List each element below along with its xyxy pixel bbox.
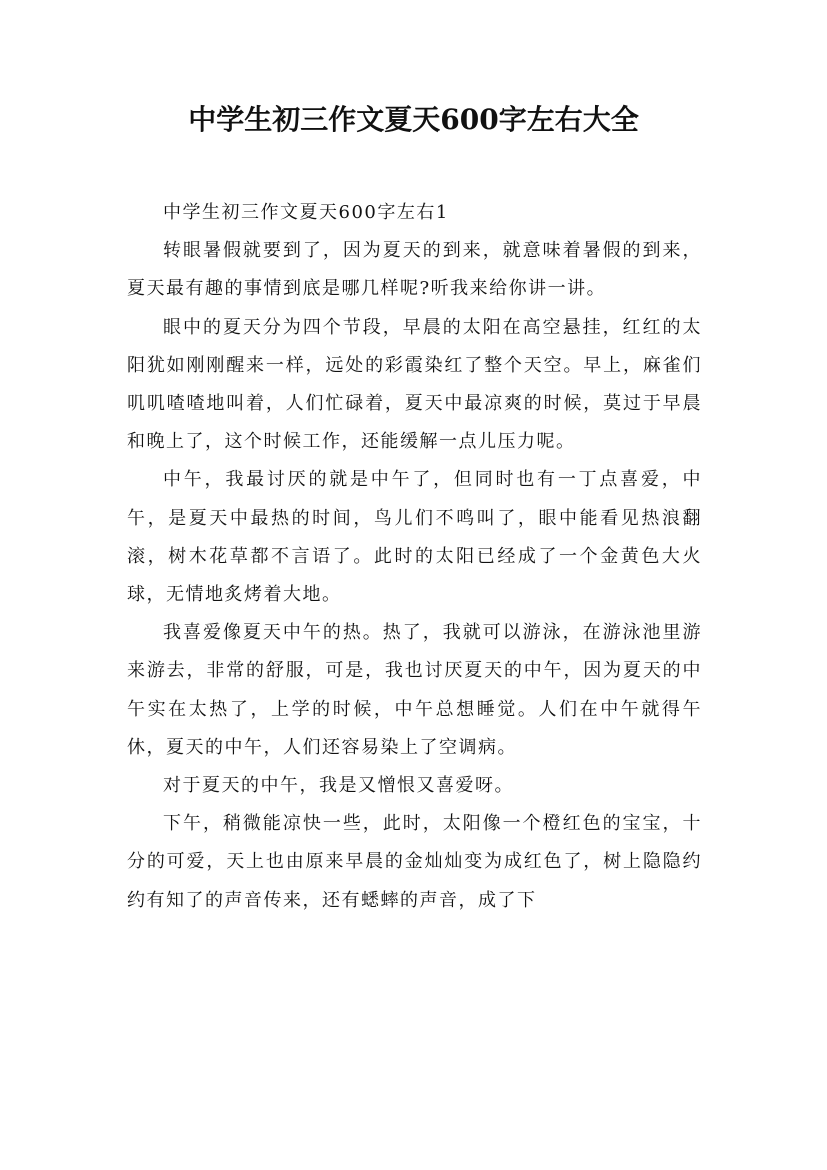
document-title: 中学生初三作文夏天600字左右大全 — [188, 103, 639, 136]
paragraph-5: 对于夏天的中午，我是又憎恨又喜爱呀。 — [163, 775, 514, 797]
paragraph-2: 眼中的夏天分为四个节段，早晨的太阳在高空悬挂，红红的太阳犹如刚刚醒来一样，远处的彩霞染红了整个天空。早上，麻雀们叽叽喳喳地叫着，人们忙碌着，夏天中最凉爽的时候，莫过于早晨和晚上了，这个时候工作，还能缓解一点儿压力呢。 — [127, 316, 702, 453]
section-heading: 中学生初三作文夏天600字左右1 — [163, 202, 449, 223]
document-body — [127, 194, 702, 920]
paragraph-4: 我喜爱像夏天中午的热。热了，我就可以游泳，在游泳池里游来游去，非常的舒服，可是，我也讨厌夏天的中午，因为夏天的中午实在太热了，上学的时候，中午总想睡觉。人们在中午就得午休，夏天的中午，人们还容易染上了空调病。 — [127, 622, 702, 758]
paragraph-3: 中午，我最讨厌的就是中午了，但同时也有一丁点喜爱，中午，是夏天中最热的时间，鸟儿们不鸣叫了，眼中能看见热浪翻滚，树木花草都不言语了。此时的太阳已经成了一个金黄色大火球，无情地炙烤着大地。 — [127, 469, 702, 606]
paragraph-6: 下午，稍微能凉快一些，此时，太阳像一个橙红色的宝宝，十分的可爱，天上也由原来早晨的金灿灿变为成红色了，树上隐隐约约有知了的声音传来，还有蟋蟀的声音，成了下 — [127, 813, 702, 911]
paragraph-1: 转眼暑假就要到了，因为夏天的到来，就意味着暑假的到来，夏天最有趣的事情到底是哪几样呢?听我来给你讲一讲。 — [127, 240, 702, 300]
